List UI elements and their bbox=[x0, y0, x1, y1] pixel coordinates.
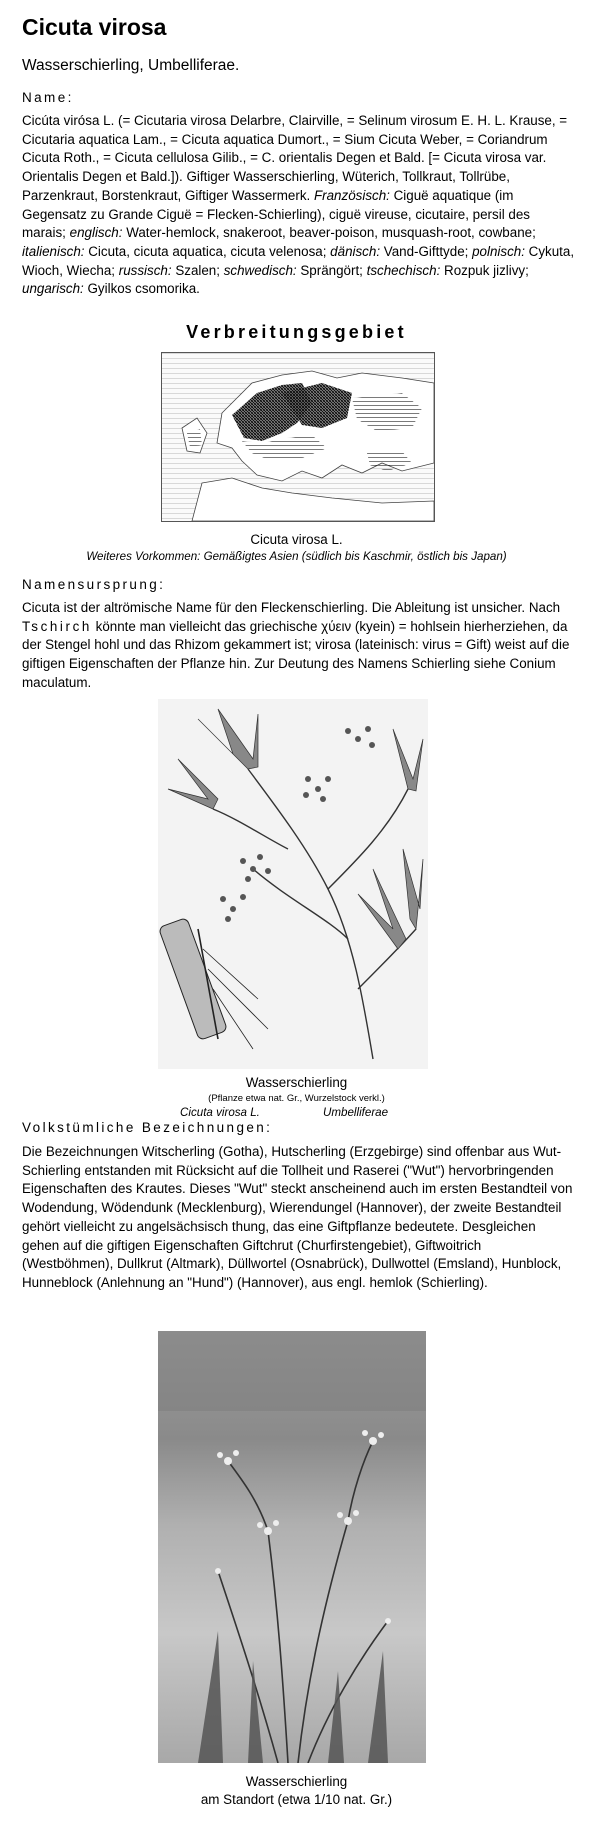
origin-spaced-name: Tschirch bbox=[22, 618, 92, 634]
origin-heading: Namensursprung: bbox=[22, 577, 166, 592]
name-heading: Name: bbox=[22, 90, 74, 105]
language-label: ungarisch: bbox=[22, 281, 84, 297]
photo-caption-title: Wasserschierling bbox=[245, 1774, 348, 1789]
name-text-segment: Cicuta, cicuta aquatica, cicuta velenosa; bbox=[84, 243, 331, 259]
page-subtitle: Wasserschierling, Umbelliferae. bbox=[22, 57, 240, 74]
folk-heading: Volkstümliche Bezeichnungen: bbox=[22, 1120, 273, 1135]
name-text-segment: Gyilkos csomorika. bbox=[83, 281, 200, 297]
language-label: tschechisch: bbox=[366, 262, 441, 278]
name-text-segment: Cicúta virósa L. (= Cicutaria virosa Delarbre, Clairville, = Selinum virosum E. H. L. Krause, = Cicutaria aquatica Lam., = Cicuta aquatica Dumort., = Sium Cicuta Weber, = Coriandrum Cicuta Roth., = Cicuta cellulosa Gilib., = C. orientalis Degen et Bald. [= Cicuta virosa var. Orientalis Degen et Bald.]). Giftiger Wasserschierling, Wüterich, Tollkraut, Tollrübe, Parzenkraut, Borstenkraut, Giftiger Wassermerk. bbox=[22, 113, 568, 203]
illustration-caption-species: Cicuta virosa L. bbox=[180, 1106, 260, 1119]
origin-text-2: könnte man vielleicht das griechische χύειν (kyein) = hohlsein hierherziehen, da der Stengel hohl und das Rhizom gekammert ist; virosa (lateinisch: virus = Gift) weist auf die giftigen Eigenschaften der Pflanze hin. Zur Deutung des Namens Schierling siehe Conium maculatum. bbox=[22, 618, 570, 690]
name-text-segment: Vand-Gifttyde; bbox=[380, 243, 473, 259]
language-label: polnisch: bbox=[472, 243, 525, 259]
map-note: Weiteres Vorkommen: Gemäßigtes Asien (südlich bis Kaschmir, östlich bis Japan) bbox=[86, 550, 507, 563]
distribution-heading: Verbreitungsgebiet bbox=[186, 322, 407, 342]
language-label: englisch: bbox=[69, 225, 123, 241]
page-title: Cicuta virosa bbox=[22, 14, 167, 40]
illustration-caption-note: (Pflanze etwa nat. Gr., Wurzelstock verkl.) bbox=[208, 1093, 385, 1104]
origin-paragraph bbox=[22, 599, 575, 693]
name-text-segment: Ciguë aquatique (im Gegensatz zu Grande Ciguë = Flecken-Schierling), ciguë vireuse, cicutaire, persil des marais; bbox=[22, 187, 530, 241]
botanical-illustration bbox=[158, 699, 428, 1069]
folk-paragraph: Die Bezeichnungen Witscherling (Gotha), Hutscherling (Erzgebirge) sind offenbar aus Wut-Schierling entstanden mit Rücksicht auf die Tollheit und Raserei ("Wut") hervorbringenden Eigenschaften des Krautes. Dieses "Wut" steckt anscheinend auch im ersten Bestandteil von Wodendung, Wödendunk (Mecklenburg), Wierendungel (Hannover), der zweite Bestandteil gehört vielleicht zu angelsächsisch thung, das eine Giftpflanze bedeutete. Desgleichen gehen auf die giftigen Eigenschaften Giftchrut (Churfirstengebiet), Giftwoitrich (Westböhmen), Dullkrut (Altmark), Düllwortel (Osnabrück), Dullwottel (Emsland), Hunblock, Hunneblock (Anlehnung an "Hund") (Hannover), aus engl. hemlok (Schierling). bbox=[22, 1144, 573, 1290]
distribution-map bbox=[161, 352, 435, 522]
name-text-segment: Cykuta, Wioch, Wiecha; bbox=[22, 243, 575, 278]
language-label: schwedisch: bbox=[223, 262, 297, 278]
language-label: italienisch: bbox=[22, 243, 85, 259]
origin-text-1: Cicuta ist der altrömische Name für den Fleckenschierling. Die Ableitung ist unsicher. Nach bbox=[22, 600, 561, 615]
language-label: russisch: bbox=[118, 262, 172, 278]
name-paragraph bbox=[22, 112, 575, 299]
name-text-segment: Szalen; bbox=[171, 262, 224, 278]
map-caption: Cicuta virosa L. bbox=[250, 532, 343, 547]
habitat-photo bbox=[158, 1331, 426, 1763]
photo-caption-note: am Standort (etwa 1/10 nat. Gr.) bbox=[200, 1792, 393, 1807]
illustration-caption-family: Umbelliferae bbox=[323, 1106, 389, 1119]
illustration-caption-title: Wasserschierling bbox=[245, 1075, 348, 1090]
name-text-segment: Water-hemlock, snakeroot, beaver-poison, musquash-root, cowbane; bbox=[122, 225, 536, 241]
name-text-segment: Rozpuk jizlivy; bbox=[440, 262, 529, 278]
language-label: Französisch: bbox=[313, 187, 390, 203]
name-text-segment: Sprängört; bbox=[296, 262, 367, 278]
language-label: dänisch: bbox=[330, 243, 381, 259]
